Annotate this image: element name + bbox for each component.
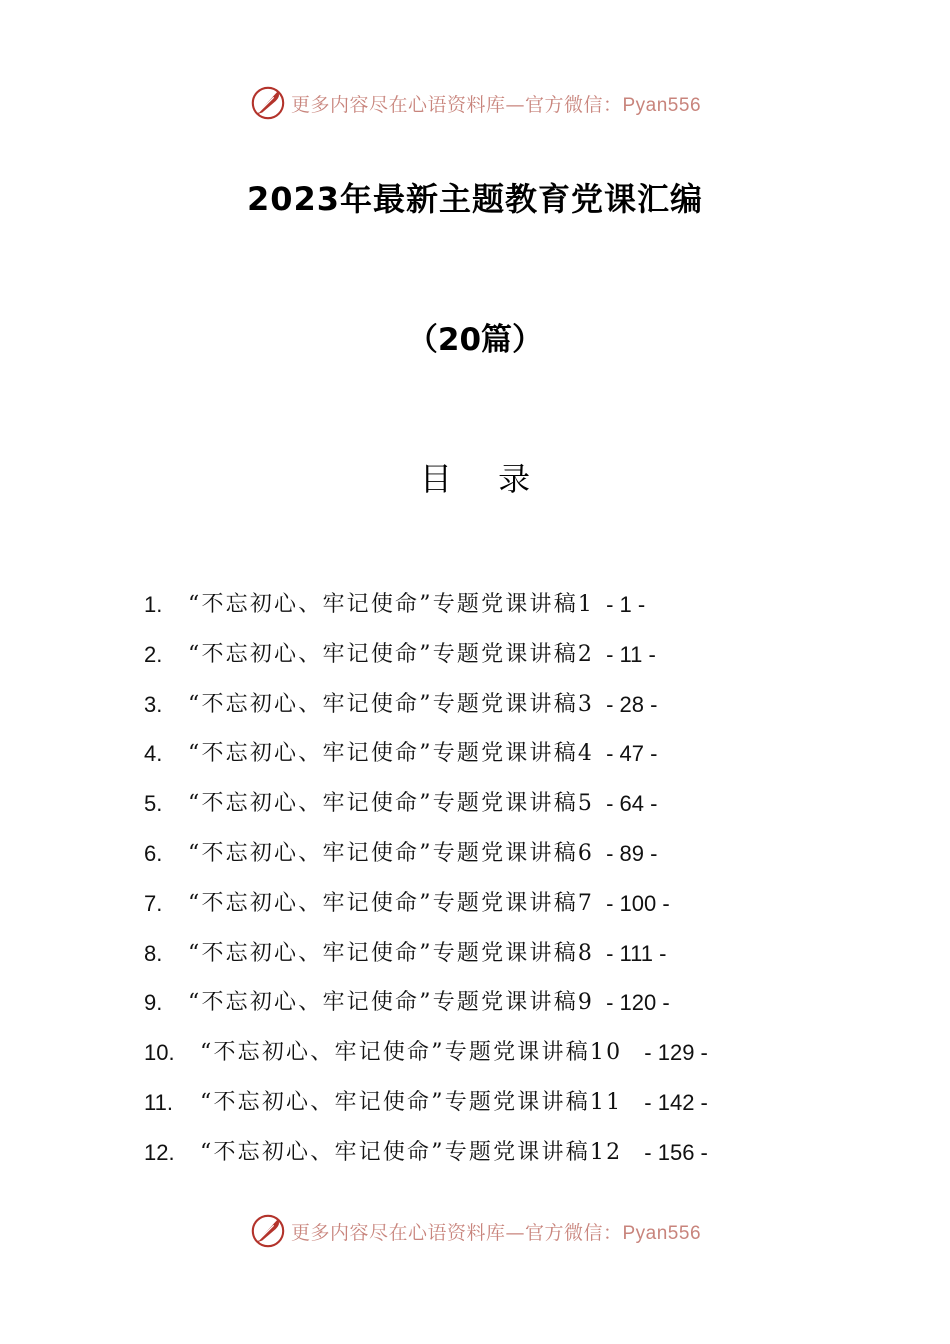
toc-item-page: - 111 - [606,940,667,966]
toc-item-number: 4. [144,741,163,767]
toc-item-page: - 100 - [606,890,670,916]
toc-item-number: 6. [144,840,163,866]
toc-item[interactable] [144,937,844,987]
watermark-text: 更多内容尽在心语资料库—官方微信：Pyan556 [290,1221,702,1244]
toc-item-title: “不忘初心、牢记使命”专题党课讲稿3 [188,691,595,717]
table-of-contents [144,588,844,1186]
toc-item[interactable] [144,1036,844,1086]
toc-item-page: - 89 - [606,840,658,866]
toc-item[interactable] [144,588,844,638]
toc-item-number: 11. [144,1089,173,1115]
toc-item-title: “不忘初心、牢记使命”专题党课讲稿7 [188,890,595,916]
toc-item-number: 8. [144,940,163,966]
toc-item-title: “不忘初心、牢记使命”专题党课讲稿4 [188,741,595,767]
toc-item-number: 9. [144,990,163,1016]
document-title: 2023年最新主题教育党课汇编 [246,180,704,218]
toc-item-title: “不忘初心、牢记使命”专题党课讲稿1 [188,592,595,617]
toc-item-page: - 11 - [606,641,656,667]
toc-item-number: 1. [144,592,163,617]
toc-item-page: - 47 - [606,741,658,767]
toc-item-page: - 129 - [644,1040,708,1066]
toc-heading: 目 录 [419,460,549,498]
article-count: （20篇） [406,322,544,358]
toc-item[interactable] [144,1086,844,1136]
toc-item[interactable] [144,837,844,887]
toc-item-title: “不忘初心、牢记使命”专题党课讲稿8 [188,940,595,966]
toc-item[interactable] [144,737,844,787]
toc-item-title: “不忘初心、牢记使命”专题党课讲稿6 [188,840,595,866]
watermark-text: 更多内容尽在心语资料库—官方微信：Pyan556 [290,93,702,116]
toc-item[interactable] [144,1136,844,1186]
quill-logo-icon [249,84,287,122]
toc-item-title: “不忘初心、牢记使命”专题党课讲稿12 [200,1139,623,1165]
toc-item[interactable] [144,787,844,837]
toc-item-title: “不忘初心、牢记使命”专题党课讲稿5 [188,791,595,817]
toc-item-number: 10. [144,1040,175,1066]
toc-item-number: 12. [144,1139,175,1165]
toc-item-page: - 64 - [606,791,658,817]
toc-item-title: “不忘初心、牢记使命”专题党课讲稿11 [200,1089,623,1115]
watermark-header [0,83,950,123]
toc-item-page: - 28 - [606,691,658,717]
toc-item-title: “不忘初心、牢记使命”专题党课讲稿9 [188,990,595,1016]
watermark-footer [0,1211,950,1251]
toc-item-page: - 1 - [606,592,646,617]
toc-item-page: - 156 - [644,1139,708,1165]
toc-item[interactable] [144,887,844,937]
toc-item[interactable] [144,638,844,688]
toc-item-page: - 120 - [606,990,670,1016]
toc-item-page: - 142 - [644,1089,708,1115]
toc-item[interactable] [144,986,844,1036]
toc-item[interactable] [144,688,844,738]
toc-item-title: “不忘初心、牢记使命”专题党课讲稿2 [188,641,595,667]
toc-item-number: 5. [144,791,163,817]
toc-item-number: 2. [144,641,163,667]
quill-logo-icon [249,1212,287,1250]
toc-item-number: 3. [144,691,163,717]
toc-item-title: “不忘初心、牢记使命”专题党课讲稿10 [200,1040,623,1066]
toc-item-number: 7. [144,890,163,916]
